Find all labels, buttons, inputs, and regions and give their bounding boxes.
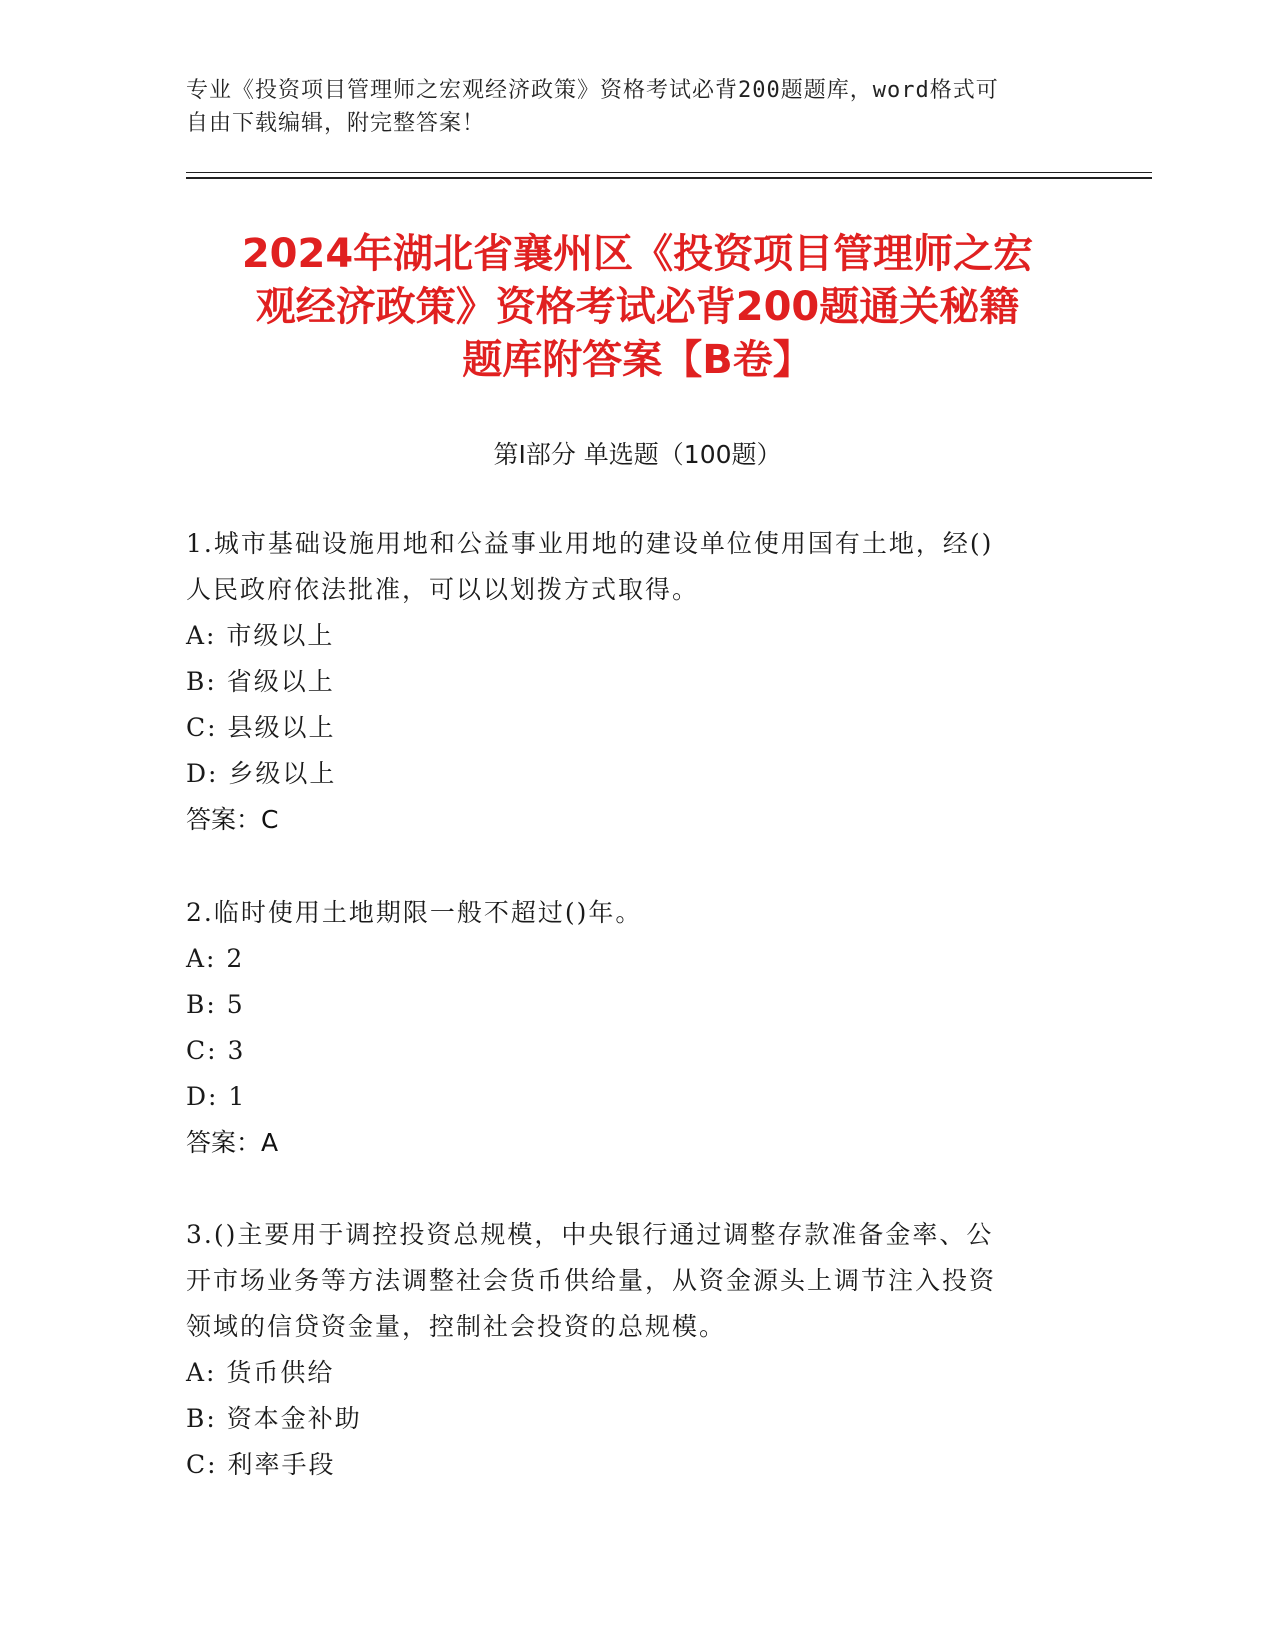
- header-note-line-1: 专业《投资项目管理师之宏观经济政策》资格考试必背200题题库，word格式可: [186, 78, 999, 103]
- section-title: 第Ⅰ部分 单选题（100题）: [493, 440, 782, 469]
- question-stem-line: 2.临时使用土地期限一般不超过()年。: [186, 898, 643, 927]
- option-a: A: 市级以上: [186, 621, 335, 650]
- header-note-line-2: 自由下载编辑，附完整答案！: [186, 111, 486, 136]
- option-c: C: 县级以上: [186, 713, 336, 742]
- option-c: C: 利率手段: [186, 1450, 336, 1479]
- option-b: B: 省级以上: [186, 667, 335, 696]
- title-line-3: 题库附答案【B卷】: [462, 337, 813, 383]
- option-d: D: 乡级以上: [186, 759, 337, 788]
- option-b: B: 资本金补助: [186, 1404, 362, 1433]
- title-line-2: 观经济政策》资格考试必背200题通关秘籍: [255, 284, 1020, 330]
- question-stem-line: 3.()主要用于调控投资总规模，中央银行通过调整存款准备金率、公: [186, 1220, 994, 1249]
- option-d: D: 1: [186, 1082, 247, 1111]
- question-stem-line: 人民政府依法批准，可以以划拨方式取得。: [186, 575, 700, 604]
- question-2: [186, 890, 1066, 1166]
- question-3: [186, 1212, 1066, 1488]
- title-line-1: 2024年湖北省襄州区《投资项目管理师之宏: [241, 231, 1034, 277]
- question-stem-line: 开市场业务等方法调整社会货币供给量，从资金源头上调节注入投资: [186, 1266, 997, 1295]
- option-a: A: 2: [186, 944, 245, 973]
- document-title: [160, 228, 1115, 387]
- question-stem-line: 领域的信贷资金量，控制社会投资的总规模。: [186, 1312, 727, 1341]
- option-b: B: 5: [186, 990, 245, 1019]
- question-stem-line: 1.城市基础设施用地和公益事业用地的建设单位使用国有土地，经(): [186, 529, 994, 558]
- answer: 答案：A: [186, 1128, 279, 1157]
- question-1: [186, 521, 1066, 843]
- header-rule-thick: [186, 177, 1152, 179]
- header-rule-thin: [186, 172, 1152, 173]
- answer: 答案：C: [186, 805, 279, 834]
- header-note: [186, 74, 1066, 140]
- option-c: C: 3: [186, 1036, 246, 1065]
- option-a: A: 货币供给: [186, 1358, 335, 1387]
